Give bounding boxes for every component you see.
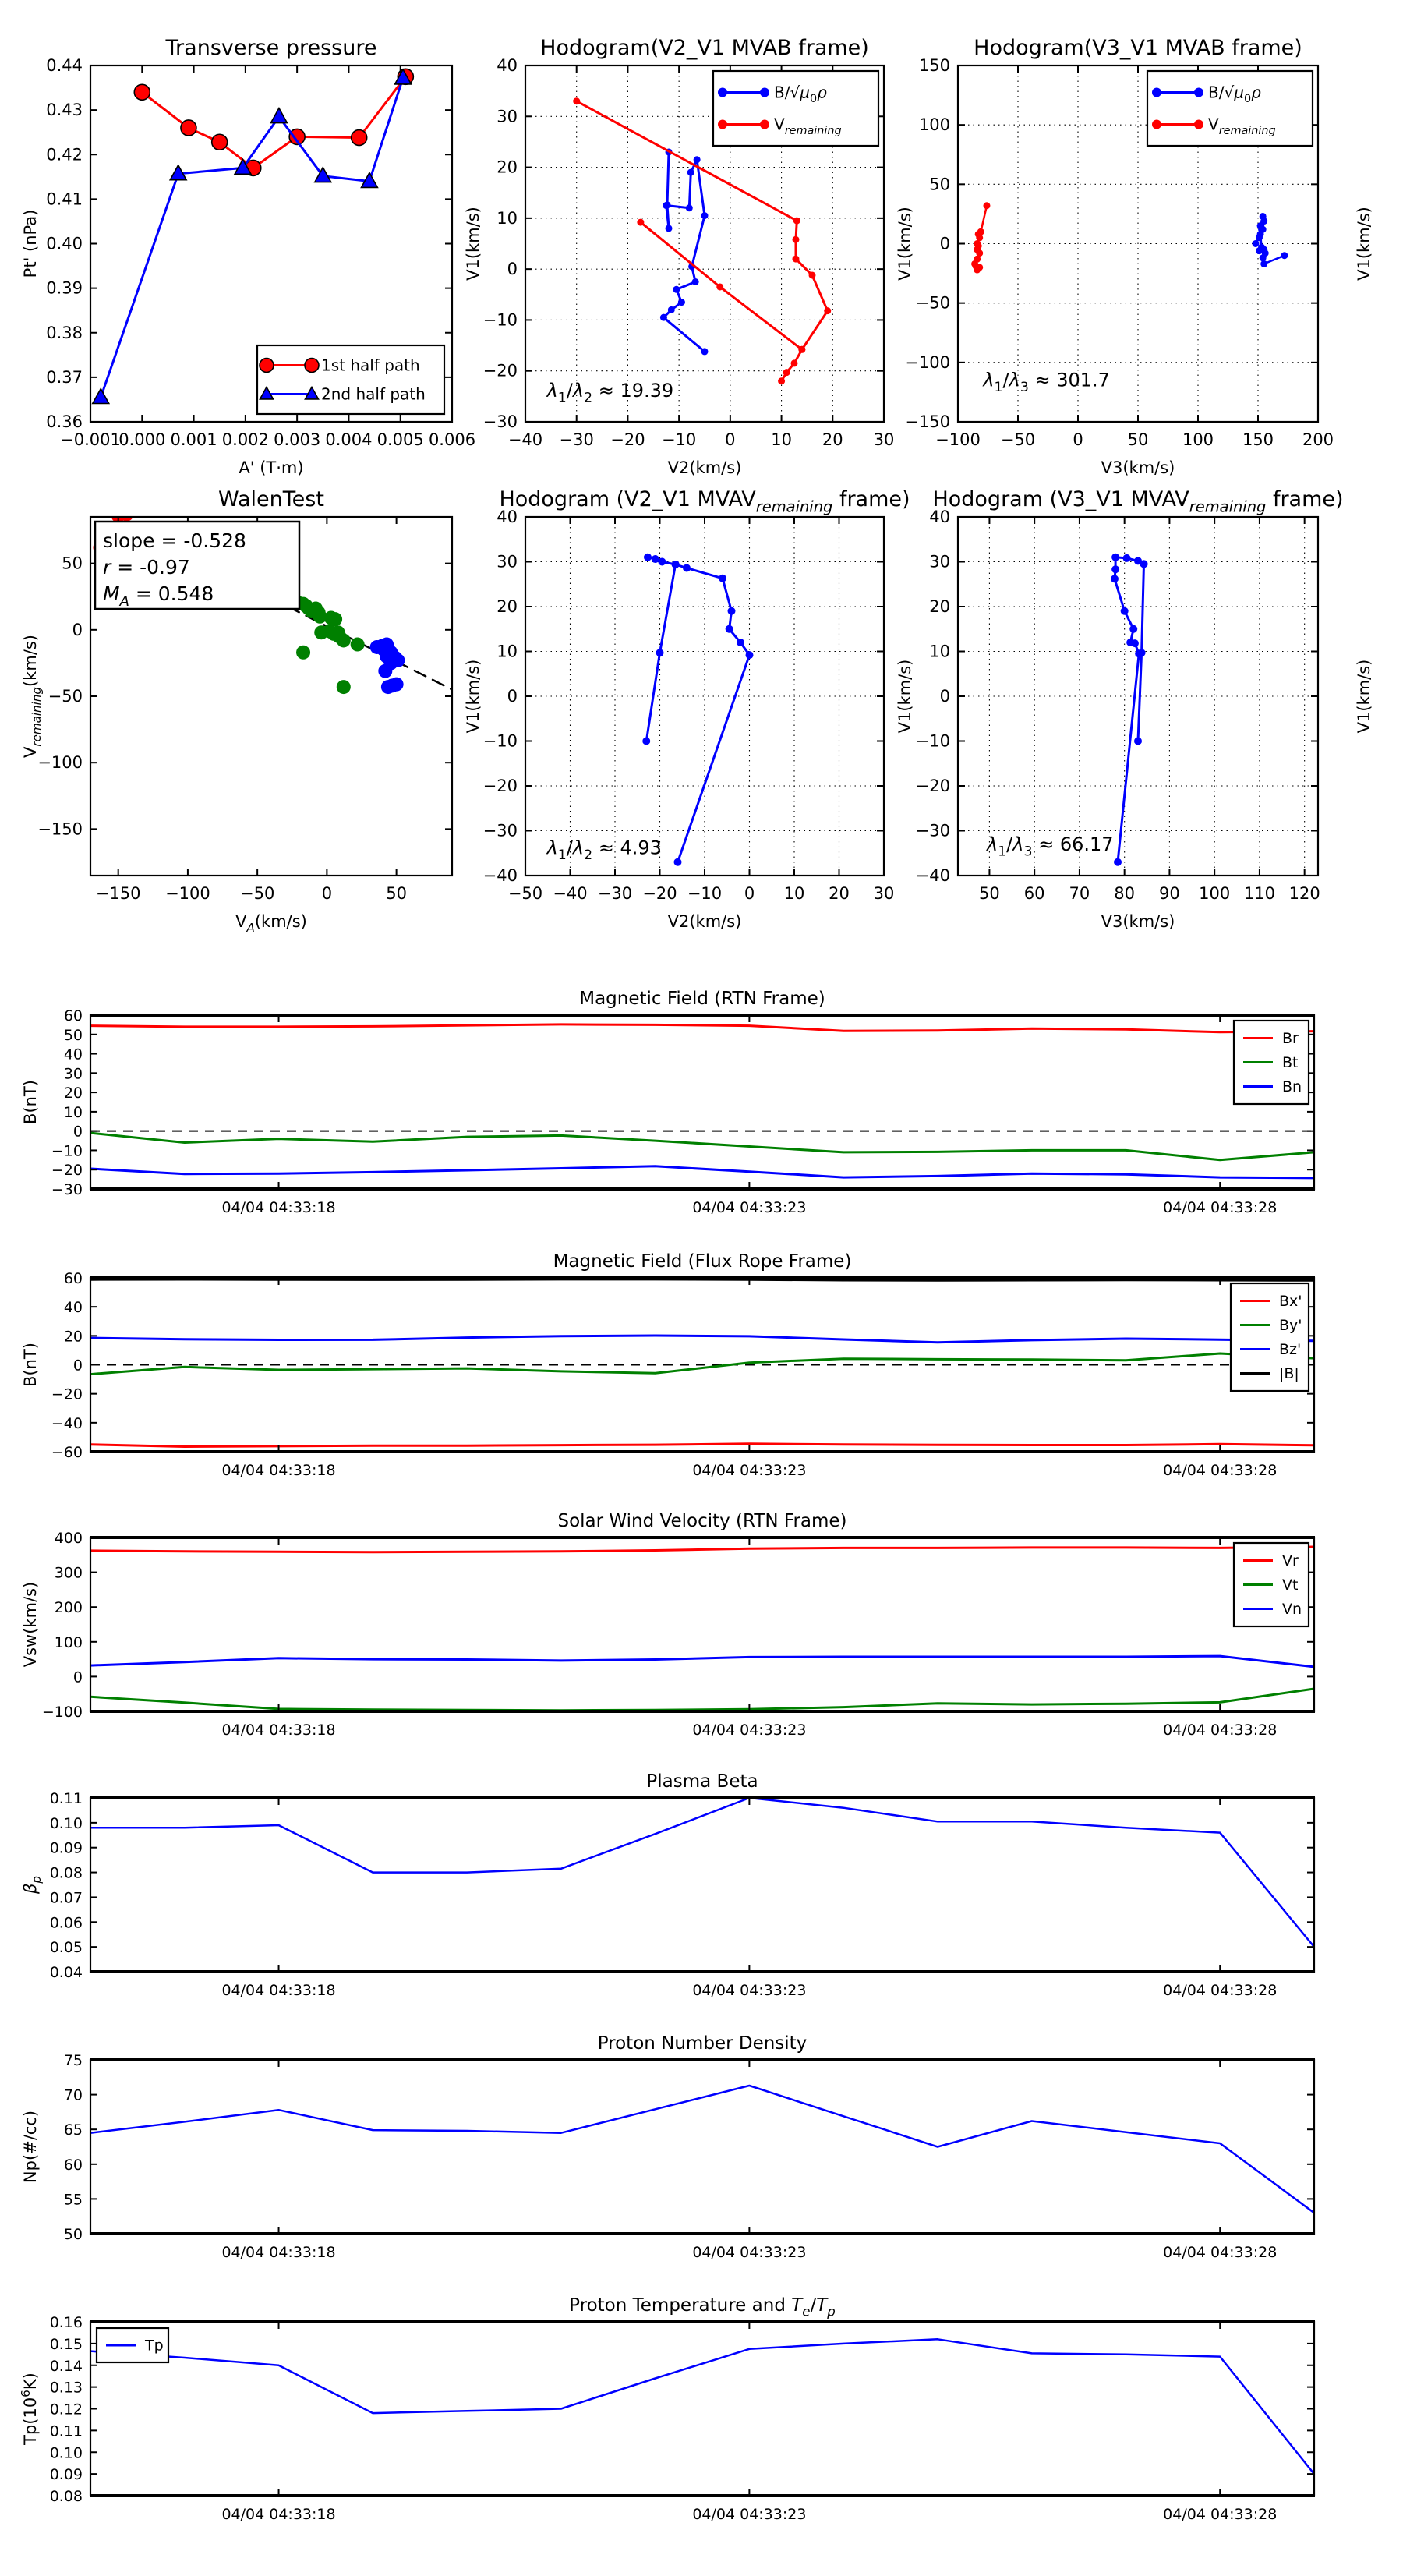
chart-vsw-rtn [21,1511,1315,1739]
y-tick-label: 0.15 [49,2335,83,2353]
x-tick-label: 04/04 04:33:28 [1163,1982,1278,1999]
chart-hodogram-v2v1-mvav [483,487,914,931]
x-tick-label: 0.002 [221,430,269,449]
x-axis-label: $V_A(km/s)$ [235,912,307,935]
chart-title: Hodogram (V3_V1 $MVAV_{remaining}$ frame) [932,487,1344,516]
chart-title: Hodogram (V2_V1 $MVAV_{remaining}$ frame) [499,487,910,516]
x-tick-label: 0 [744,884,755,903]
legend-label: $B/√\mu_0\rho$ [1208,83,1261,106]
x-tick-label: 0.005 [376,430,424,449]
x-tick-label: 0.000 [118,430,166,449]
ticks [42,1530,1314,1739]
x-tick-label: 70 [1069,884,1090,903]
legend-label: $V_{remaining}$ [1208,115,1276,138]
grid [525,517,884,876]
y-tick-label: −40 [482,866,518,885]
y-tick-label: −10 [915,731,950,751]
x-tick-label: −20 [610,430,645,449]
legend [1231,1283,1309,1391]
y-tick-label: −30 [482,821,518,840]
x-tick-label: 0.004 [325,430,373,449]
chart-title: WalenTest [218,487,324,511]
y-tick-label: 0 [72,1668,83,1686]
ticks [51,1270,1314,1479]
chart-hodogram-v2v1-mvab [483,36,914,477]
x-tick-label: 10 [771,430,792,449]
series-line [90,2339,1314,2474]
y-tick-label: 0 [939,687,950,706]
series-group [90,1279,1314,1447]
x-tick-label: 04/04 04:33:28 [1163,2506,1278,2523]
y-axis-label: B(nT) [21,1080,40,1124]
chart-plasma-beta [21,1771,1315,1999]
legend-label: Vt [1282,1576,1299,1594]
series-line [90,1689,1314,1711]
x-axis-label: V3(km/s) [1101,912,1175,931]
y-tick-label: 0.05 [49,1939,83,1957]
chart-hodogram-v3v1-mvav [916,487,1373,931]
y-tick-label: −100 [37,753,83,773]
legend-label: $B/√\mu_0\rho$ [774,83,827,106]
y-tick-label: 20 [497,157,518,177]
series-group [90,1547,1314,1711]
y-tick-label: −10 [482,731,518,751]
x-tick-label: 04/04 04:33:28 [1163,1721,1278,1739]
y-tick-label: 0.14 [49,2357,83,2375]
y-tick-label: 0.13 [49,2379,83,2397]
x-tick-label: 100 [1182,430,1214,449]
x-tick-label: 0 [321,884,333,903]
y-tick-label: 0.10 [49,1814,83,1832]
series-line [90,1166,1314,1178]
y-tick-label: 10 [497,208,518,228]
y-tick-label: 0 [939,234,950,253]
legend-label: Br [1282,1030,1299,1048]
y-tick-label: 100 [54,1633,83,1651]
y-tick-label: −40 [915,866,950,885]
x-tick-label: −20 [642,884,677,903]
series-group [1111,554,1148,866]
x-tick-label: 120 [1288,884,1320,903]
y-tick-label: 0.43 [46,101,83,120]
y-axis-label: $\beta_p$ [21,1876,44,1894]
series-group [90,2339,1314,2474]
y-tick-label: 0.42 [46,145,83,165]
y-tick-label: 40 [63,1299,83,1317]
y-tick-label: 20 [497,597,518,616]
stats-line: r = -0.97 [103,556,190,579]
legend [97,2328,168,2362]
y-tick-label: 0 [72,620,83,639]
y-tick-label: 40 [63,1046,83,1063]
x-tick-label: −50 [507,884,543,903]
x-tick-label: −50 [239,884,275,903]
x-tick-label: 20 [829,884,850,903]
y-tick-label: 150 [918,56,950,75]
x-tick-label: −30 [559,430,594,449]
chart-transverse-pressure [21,36,482,477]
y-tick-label: −20 [482,777,518,795]
y-tick-label: 0.41 [46,189,83,209]
series-line [90,1444,1314,1447]
chart-title: Magnetic Field (Flux Rope Frame) [553,1251,852,1272]
chart-mag-frf [21,1251,1315,1479]
grid [958,517,1318,876]
y-tick-label: 50 [63,2226,83,2243]
series-group [971,202,1288,273]
x-tick-label: 04/04 04:33:23 [692,2506,807,2523]
x-tick-label: −40 [553,884,588,903]
y-tick-label: 0.06 [49,1914,83,1932]
y-tick-label: 60 [63,2156,83,2174]
x-tick-label: 04/04 04:33:18 [221,1199,336,1216]
legend-label: 1st half path [321,356,420,375]
y-tick-label: 0.38 [46,323,83,342]
y-axis-label: $V_{remaining}(km/s)$ [21,634,44,759]
x-tick-label: 04/04 04:33:18 [221,1982,336,1999]
legend-label: $V_{remaining}$ [774,115,842,138]
y-axis-label: Vsw(km/s) [21,1581,40,1668]
y-axis-label: $Tp(10^6K)$ [19,2373,40,2445]
legend [713,71,878,146]
series-line [90,1656,1314,1667]
x-tick-label: 04/04 04:33:18 [221,1721,336,1739]
chart-hodogram-v3v1-mvab [905,36,1373,477]
chart-title: Solar Wind Velocity (RTN Frame) [557,1511,847,1531]
series-group [642,554,753,866]
y-tick-label: 75 [63,2052,83,2069]
y-tick-label: 20 [63,1085,83,1102]
x-tick-label: −150 [95,884,141,903]
y-tick-label: 30 [497,552,518,571]
y-tick-label: 40 [929,508,950,526]
y-tick-label: 30 [497,107,518,126]
y-tick-label: −100 [41,1704,83,1721]
x-tick-label: 04/04 04:33:18 [221,1462,336,1479]
ticks [50,2314,1314,2523]
y-tick-label: 50 [63,1026,83,1044]
y-tick-label: 0.09 [49,1839,83,1857]
y-tick-label: −150 [37,819,83,839]
y-tick-label: −50 [48,687,83,706]
y-tick-label: 70 [63,2086,83,2104]
series-line [90,1279,1314,1280]
annotation: $\lambda_1/\lambda_3 \approx 66.17$ [986,833,1114,860]
y-tick-label: 10 [497,642,518,661]
y-tick-label: 0.44 [46,56,83,75]
series-line [90,1024,1314,1032]
y-tick-label: 65 [63,2121,83,2139]
x-tick-label: −40 [507,430,543,449]
x-tick-label: −50 [1000,430,1036,449]
y-tick-label: 10 [63,1103,83,1121]
y-tick-label: −60 [51,1444,83,1461]
legend [257,345,444,414]
x-tick-label: 30 [873,430,895,449]
x-tick-label: 04/04 04:33:23 [692,1982,807,1999]
y-tick-label: −10 [51,1142,83,1160]
x-tick-label: −100 [165,884,210,903]
axes-frame [958,517,1318,876]
x-tick-label: 50 [1127,430,1149,449]
x-tick-label: 60 [1023,884,1045,903]
y-tick-label: 0.08 [49,1864,83,1882]
y-tick-label: −30 [915,821,950,840]
x-tick-label: 110 [1243,884,1275,903]
x-tick-label: −100 [935,430,981,449]
series-line [90,1547,1314,1552]
y-tick-label: 0.08 [49,2488,83,2505]
series-line [90,1133,1314,1160]
x-tick-label: 0.006 [428,430,476,449]
axes-frame [90,1015,1314,1189]
chart-title: Hodogram(V3_V1 MVAB frame) [974,36,1302,60]
y-tick-label: 50 [929,175,950,194]
x-tick-label: −30 [597,884,633,903]
x-axis-label: V3(km/s) [1101,458,1175,477]
y-tick-label: 0.11 [49,2422,83,2440]
chart-title: Hodogram(V2_V1 MVAB frame) [540,36,869,60]
x-tick-label: 04/04 04:33:28 [1163,2244,1278,2261]
legend [1234,1543,1309,1626]
y-tick-label: −20 [51,1162,83,1180]
y-tick-label: 10 [929,642,950,661]
stats-line: slope = -0.528 [103,529,246,552]
y-tick-label: 0.37 [46,367,83,387]
x-tick-label: 04/04 04:33:28 [1163,1462,1278,1479]
x-tick-label: 100 [1199,884,1231,903]
x-tick-label: 90 [1159,884,1180,903]
y-tick-label: 20 [929,597,950,616]
x-tick-label: 30 [873,884,895,903]
y-tick-label: −20 [915,777,950,795]
x-tick-label: 0.001 [170,430,217,449]
series-line [90,1353,1314,1375]
x-axis-label: V2(km/s) [667,458,742,477]
legend [1147,71,1313,146]
y-tick-label: −40 [51,1414,83,1432]
y-axis-label-right: V1(km/s) [1355,207,1373,281]
stats-box [95,522,299,610]
y-tick-label: 0 [507,260,518,279]
y-tick-label: 30 [929,552,950,571]
x-tick-label: 04/04 04:33:18 [221,2506,336,2523]
y-tick-label: 0.40 [46,234,83,253]
legend-label: Bt [1282,1054,1299,1072]
y-tick-label: −150 [905,412,950,431]
x-tick-label: 200 [1302,430,1334,449]
y-tick-label: 30 [63,1065,83,1083]
y-tick-label: 0.39 [46,278,83,298]
x-tick-label: −10 [661,430,697,449]
legend-label: 2nd half path [321,384,426,404]
x-tick-label: 20 [822,430,843,449]
y-tick-label: 40 [497,56,518,75]
annotation: $\lambda_1/\lambda_2 \approx 19.39$ [546,380,674,406]
y-tick-label: −20 [482,361,518,380]
annotation: $\lambda_1/\lambda_2 \approx 4.93$ [546,837,662,864]
y-tick-label: −10 [482,310,518,330]
x-tick-label: −0.001 [60,430,121,449]
x-tick-label: 10 [783,884,805,903]
y-tick-label: 200 [54,1599,83,1617]
x-tick-label: 04/04 04:33:23 [692,2244,807,2261]
axes-frame [90,1798,1314,1972]
ticks [64,2052,1314,2261]
x-tick-label: 0 [1073,430,1083,449]
y-tick-label: 0 [507,687,518,706]
chart-walen-test [21,487,482,935]
series-line [90,1336,1314,1343]
axes-frame [90,2322,1314,2496]
y-tick-label: 300 [54,1564,83,1582]
y-axis-label: Np(#/cc) [21,2110,40,2184]
y-tick-label: 60 [63,1007,83,1024]
series-line [648,557,750,862]
chart-title: Transverse pressure [165,36,377,60]
ticks [50,1790,1314,1999]
y-tick-label: −30 [482,412,518,431]
ticks [51,1007,1314,1216]
series-line [90,1798,1314,1947]
y-tick-label: 0.16 [49,2314,83,2331]
series-group [90,2086,1314,2213]
x-tick-label: 150 [1242,430,1274,449]
y-axis-label-right: V1(km/s) [464,207,482,281]
x-tick-label: 04/04 04:33:28 [1163,1199,1278,1216]
x-tick-label: 50 [386,884,407,903]
y-tick-label: 0.04 [49,1964,83,1981]
annotation: $\lambda_1/\lambda_3 \approx 301.7$ [983,369,1110,396]
y-tick-label: −20 [51,1385,83,1403]
chart-title: Proton Number Density [597,2033,808,2054]
legend [1234,1021,1309,1104]
y-tick-label: 0 [72,1357,83,1375]
series-line [663,152,705,352]
y-tick-label: 100 [918,115,950,135]
y-tick-label: 55 [63,2191,83,2209]
x-tick-label: 04/04 04:33:23 [692,1462,807,1479]
legend-label: By' [1279,1317,1302,1335]
legend-label: Bx' [1279,1293,1302,1311]
x-tick-label: 04/04 04:33:18 [221,2244,336,2261]
chart-title: Plasma Beta [646,1771,758,1792]
axes-frame [90,1537,1314,1711]
y-tick-label: −30 [51,1181,83,1198]
y-tick-label: 50 [62,554,83,573]
legend-label: Vn [1282,1601,1302,1619]
legend-label: |B| [1279,1365,1299,1383]
y-axis-label: B(nT) [21,1343,40,1387]
x-axis-label: V2(km/s) [667,912,742,931]
y-axis-label-right: V1(km/s) [896,207,914,281]
y-tick-label: 60 [63,1270,83,1287]
y-axis-label: Pt' (nPa) [21,209,40,278]
chart-mag-rtn [21,989,1315,1216]
x-tick-label: −10 [687,884,723,903]
x-tick-label: 0 [725,430,736,449]
y-axis-label-right: V1(km/s) [1355,659,1373,734]
y-tick-label: 400 [54,1530,83,1547]
legend-label: Tp [145,2337,164,2355]
chart-proton-temp [19,2295,1315,2523]
y-tick-label: 20 [63,1328,83,1346]
legend-label: Bz' [1279,1341,1302,1359]
y-tick-label: 0.12 [49,2401,83,2419]
x-tick-label: 80 [1114,884,1136,903]
y-tick-label: 0.07 [49,1889,83,1907]
y-tick-label: 0.09 [49,2466,83,2484]
y-tick-label: −50 [915,293,950,313]
x-tick-label: 04/04 04:33:23 [692,1721,807,1739]
y-axis-label-right: V1(km/s) [896,659,914,734]
y-tick-label: 0.10 [49,2444,83,2462]
chart-title: Proton Temperature and $T_e/T_p$ [569,2295,836,2319]
legend-label: Bn [1282,1078,1302,1096]
x-tick-label: 50 [979,884,1000,903]
x-tick-label: 0.003 [274,430,321,449]
stats-line: $M_A = 0.548$ [103,582,214,610]
legend-label: Vr [1282,1552,1299,1570]
y-tick-label: 0.36 [46,412,83,431]
y-tick-label: −100 [905,352,950,372]
x-tick-label: 04/04 04:33:23 [692,1199,807,1216]
series-group [90,1024,1314,1178]
x-axis-label: A' (T·m) [239,458,304,477]
y-tick-label: 0.11 [49,1790,83,1807]
chart-proton-density [21,2033,1315,2261]
y-axis-label-right: V1(km/s) [464,659,482,734]
series-group [90,1798,1314,1947]
series-line [90,2086,1314,2213]
axes-frame [90,2060,1314,2234]
chart-title: Magnetic Field (RTN Frame) [579,989,825,1009]
y-tick-label: 0 [72,1123,83,1141]
y-tick-label: 40 [497,508,518,526]
